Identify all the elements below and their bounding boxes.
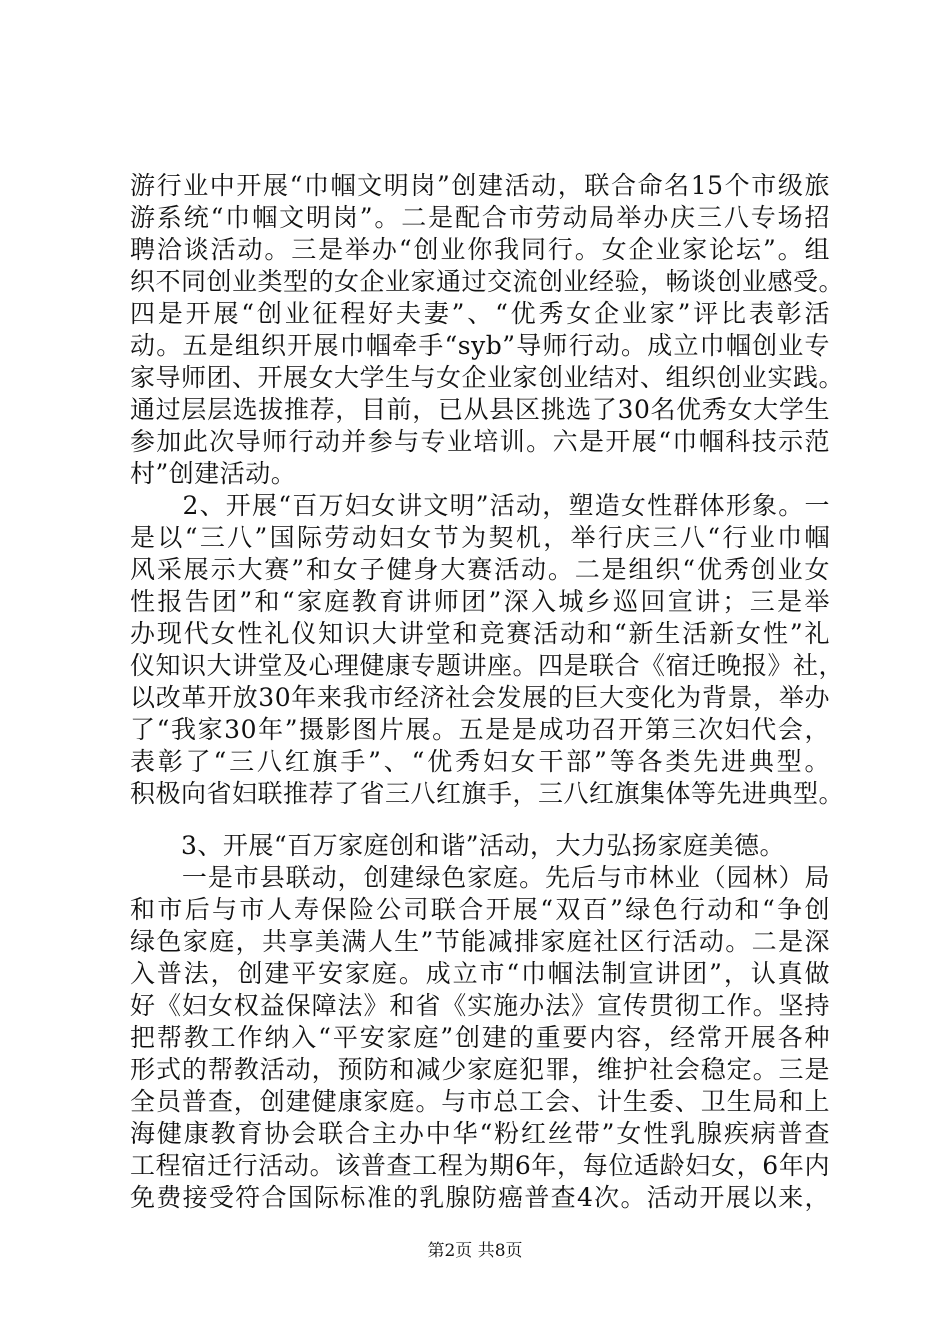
text-line: 形式的帮教活动，预防和减少家庭犯罪，维护社会稳定。三是 xyxy=(130,1055,830,1084)
text-line: 通过层层选拔推荐，目前，已从县区挑选了30名优秀女大学生 xyxy=(130,395,830,424)
text-line: 海健康教育协会联合主办中华“粉红丝带”女性乳腺疾病普查 xyxy=(130,1119,830,1148)
text-line: 表彰了“三八红旗手”、“优秀妇女干部”等各类先进典型。 xyxy=(130,747,830,776)
paragraph-gap xyxy=(130,810,830,830)
text-line: 绿色家庭，共享美满人生”节能减排家庭社区行活动。二是深 xyxy=(130,927,830,956)
text-line: 动。五是组织开展巾帼牵手“syb”导师行动。成立巾帼创业专 xyxy=(130,331,830,360)
text-line: 和市后与市人寿保险公司联合开展“双百”绿色行动和“争创 xyxy=(130,895,830,924)
text-line: 把帮教工作纳入“平安家庭”创建的重要内容，经常开展各种 xyxy=(130,1023,830,1052)
page-footer: 第2页 共8页 xyxy=(427,1241,523,1261)
text-line: 好《妇女权益保障法》和省《实施办法》宣传贯彻工作。坚持 xyxy=(130,991,830,1020)
text-line: 全员普查，创建健康家庭。与市总工会、计生委、卫生局和上 xyxy=(130,1087,830,1116)
text-line: 仪知识大讲堂及心理健康专题讲座。四是联合《宿迁晚报》社， xyxy=(130,651,845,680)
text-line: 积极向省妇联推荐了省三八红旗手，三八红旗集体等先进典型。 xyxy=(130,779,845,808)
text-line: 聘洽谈活动。三是举办“创业你我同行。女企业家论坛”。组 xyxy=(130,235,830,264)
text-line: 参加此次导师行动并参与专业培训。六是开展“巾帼科技示范 xyxy=(130,427,830,456)
text-line: 了“我家30年”摄影图片展。五是是成功召开第三次妇代会， xyxy=(130,715,830,744)
text-line: 入普法，创建平安家庭。成立市“巾帼法制宣讲团”，认真做 xyxy=(130,959,830,988)
text-line: 2、开展“百万妇女讲文明”活动，塑造女性群体形象。一 xyxy=(130,491,830,520)
text-line: 村”创建活动。 xyxy=(130,459,297,488)
text-line: 四是开展“创业征程好夫妻”、“优秀女企业家”评比表彰活 xyxy=(130,299,830,328)
text-line: 免费接受符合国际标准的乳腺防癌普查4次。活动开展以来， xyxy=(130,1183,830,1212)
body-text xyxy=(130,170,845,1214)
text-line: 织不同创业类型的女企业家通过交流创业经验，畅谈创业感受。 xyxy=(130,267,845,296)
text-line: 风采展示大赛”和女子健身大赛活动。二是组织“优秀创业女 xyxy=(130,555,830,584)
text-line: 是以“三八”国际劳动妇女节为契机，举行庆三八“行业巾帼 xyxy=(130,523,830,552)
text-line: 以改革开放30年来我市经济社会发展的巨大变化为背景，举办 xyxy=(130,683,830,712)
section-heading: 3、开展“百万家庭创和谐”活动，大力弘扬家庭美德。 xyxy=(130,831,785,860)
text-line: 游系统“巾帼文明岗”。二是配合市劳动局举办庆三八专场招 xyxy=(130,203,830,232)
text-line: 工程宿迁行活动。该普查工程为期6年，每位适龄妇女，6年内 xyxy=(130,1151,830,1180)
text-line: 游行业中开展“巾帼文明岗”创建活动，联合命名15个市级旅 xyxy=(130,171,830,200)
text-line: 一是市县联动，创建绿色家庭。先后与市林业（园林）局 xyxy=(130,863,830,892)
text-line: 性报告团”和“家庭教育讲师团”深入城乡巡回宣讲；三是举 xyxy=(130,587,830,616)
text-line: 办现代女性礼仪知识大讲堂和竞赛活动和“新生活新女性”礼 xyxy=(130,619,830,648)
text-line: 家导师团、开展女大学生与女企业家创业结对、组织创业实践。 xyxy=(130,363,845,392)
